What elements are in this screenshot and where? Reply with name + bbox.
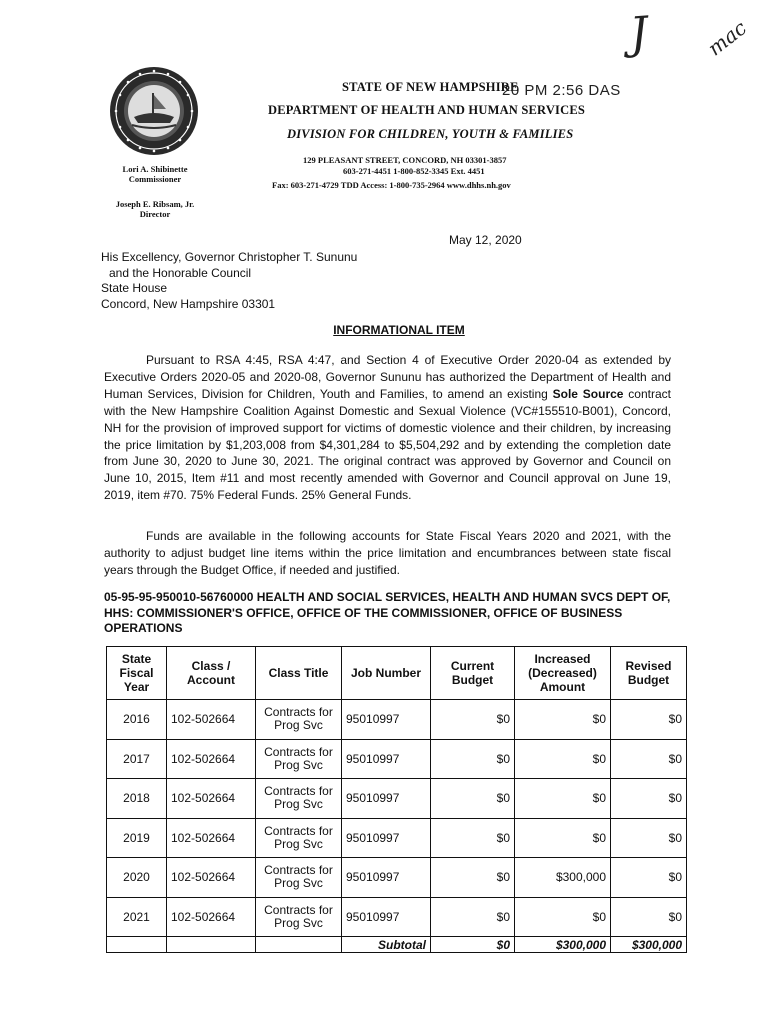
cell-class-title: Contracts for Prog Svc <box>256 818 342 858</box>
header-increase: Increased (Decreased) Amount <box>515 647 611 700</box>
header-fiscal-year: State Fiscal Year <box>107 647 167 700</box>
cell-job-number: 95010997 <box>342 858 431 898</box>
table-header-row <box>107 647 687 700</box>
addressee-line: and the Honorable Council <box>109 265 252 280</box>
letterhead-state: STATE OF NEW HAMPSHIRE <box>342 80 519 94</box>
cell-revised: $0 <box>611 858 687 898</box>
cell-year: 2016 <box>107 700 167 740</box>
state-seal-icon <box>108 65 200 157</box>
subtotal-increase: $300,000 <box>515 937 611 953</box>
cell-account: 102-502664 <box>167 818 256 858</box>
cell-job-number: 95010997 <box>342 818 431 858</box>
subtotal-revised: $300,000 <box>611 937 687 953</box>
table-row <box>107 700 687 740</box>
letterhead-department: DEPARTMENT OF HEALTH AND HUMAN SERVICES <box>268 103 586 117</box>
director-name: Joseph E. Ribsam, Jr. <box>115 199 195 209</box>
cell-account: 102-502664 <box>167 858 256 898</box>
table-row <box>107 818 687 858</box>
table-row <box>107 858 687 898</box>
table-row <box>107 739 687 779</box>
cell-revised: $0 <box>611 779 687 819</box>
cell-class-title: Contracts for Prog Svc <box>256 779 342 819</box>
cell-account: 102-502664 <box>167 739 256 779</box>
cell-year: 2018 <box>107 779 167 819</box>
handwritten-note: mac <box>703 15 752 61</box>
subtotal-current: $0 <box>431 937 515 953</box>
commissioner-title: Commissioner <box>128 174 182 184</box>
cell-class-title: Contracts for Prog Svc <box>256 700 342 740</box>
letterhead-division: DIVISION FOR CHILDREN, YOUTH & FAMILIES <box>287 127 574 141</box>
director-block <box>80 199 230 219</box>
cell-account: 102-502664 <box>167 700 256 740</box>
header-current-budget: Current Budget <box>431 647 515 700</box>
table-row <box>107 897 687 937</box>
commissioner-name: Lori A. Shibinette <box>122 164 188 174</box>
cell-increase: $0 <box>515 818 611 858</box>
cell-job-number: 95010997 <box>342 779 431 819</box>
cell-current: $0 <box>431 739 515 779</box>
header-class-account: Class / Account <box>167 647 256 700</box>
table-row <box>107 779 687 819</box>
handwritten-initial: J <box>628 7 650 60</box>
letterhead-address: 129 PLEASANT STREET, CONCORD, NH 03301-3857 <box>303 155 507 165</box>
cell-account: 102-502664 <box>167 779 256 819</box>
commissioner-block <box>80 164 230 184</box>
subtotal-row <box>107 937 687 953</box>
letterhead-fax: Fax: 603-271-4729 TDD Access: 1-800-735-2964 www.dhhs.nh.gov <box>272 180 511 190</box>
addressee-line: Concord, New Hampshire 03301 <box>101 296 276 311</box>
cell-account: 102-502664 <box>167 897 256 937</box>
cell-increase: $0 <box>515 700 611 740</box>
cell-year: 2017 <box>107 739 167 779</box>
cell-current: $0 <box>431 858 515 898</box>
cell-class-title: Contracts for Prog Svc <box>256 897 342 937</box>
cell-current: $0 <box>431 818 515 858</box>
addressee-line: State House <box>101 281 168 295</box>
header-job-number: Job Number <box>342 647 431 700</box>
header-class-title: Class Title <box>256 647 342 700</box>
addressee-block <box>101 250 357 312</box>
body-paragraph-1: Pursuant to RSA 4:45, RSA 4:47, and Section 4 of Executive Order 2020-04 as extended by Executive Orders 2020-05 and 2020-08, Governor Sununu has authorized the Department of Health and Human Services, Division for Children, Youth and Families, to amend an existing Sole Source contract with the New Hampshire Coalition Against Domestic and Sexual Violence (VC#155510-B001), Concord, NH for the provision of improved support for victims of domestic violence and their children, by increasing the price limitation by $1,203,008 from $4,301,284 to $5,504,292 and by extending the completion date from June 30, 2020 to June 30, 2021. The original contract was approved by Governor and Council on June 10, 2015, Item #11 and most recently amended with Governor and Council approval on June 19, 2019, item #70. 75% Federal Funds. 25% General Funds. <box>104 353 671 503</box>
cell-increase: $0 <box>515 779 611 819</box>
cell-current: $0 <box>431 897 515 937</box>
letter-date: May 12, 2020 <box>449 233 522 247</box>
cell-revised: $0 <box>611 700 687 740</box>
subtotal-label: Subtotal <box>342 937 431 953</box>
cell-job-number: 95010997 <box>342 700 431 740</box>
cell-increase: $300,000 <box>515 858 611 898</box>
cell-year: 2021 <box>107 897 167 937</box>
account-heading: 05-95-95-950010-56760000 HEALTH AND SOCIAL SERVICES, HEALTH AND HUMAN SVCS DEPT OF, HHS: COMMISSIONER'S OFFICE, OFFICE OF THE COMMISSIONER, OFFICE OF BUSINESS OPERATIONS <box>104 590 671 635</box>
cell-class-title: Contracts for Prog Svc <box>256 739 342 779</box>
cell-class-title: Contracts for Prog Svc <box>256 858 342 898</box>
cell-year: 2020 <box>107 858 167 898</box>
cell-increase: $0 <box>515 897 611 937</box>
budget-table <box>106 646 687 953</box>
body-paragraph-2: Funds are available in the following accounts for State Fiscal Years 2020 and 2021, with the authority to adjust budget line items within the price limitation and encumbrances between state fiscal years through the Budget Office, if needed and justified. <box>104 529 671 577</box>
cell-year: 2019 <box>107 818 167 858</box>
cell-job-number: 95010997 <box>342 739 431 779</box>
cell-revised: $0 <box>611 739 687 779</box>
informational-item-heading: INFORMATIONAL ITEM <box>333 323 465 337</box>
cell-current: $0 <box>431 779 515 819</box>
received-stamp: 20 PM 2:56 DAS <box>502 82 621 99</box>
cell-current: $0 <box>431 700 515 740</box>
addressee-line: His Excellency, Governor Christopher T. Sununu <box>101 250 358 264</box>
letterhead-phones: 603-271-4451 1-800-852-3345 Ext. 4451 <box>343 166 485 176</box>
cell-revised: $0 <box>611 818 687 858</box>
cell-job-number: 95010997 <box>342 897 431 937</box>
director-title: Director <box>139 209 171 219</box>
cell-increase: $0 <box>515 739 611 779</box>
header-revised-budget: Revised Budget <box>611 647 687 700</box>
cell-revised: $0 <box>611 897 687 937</box>
